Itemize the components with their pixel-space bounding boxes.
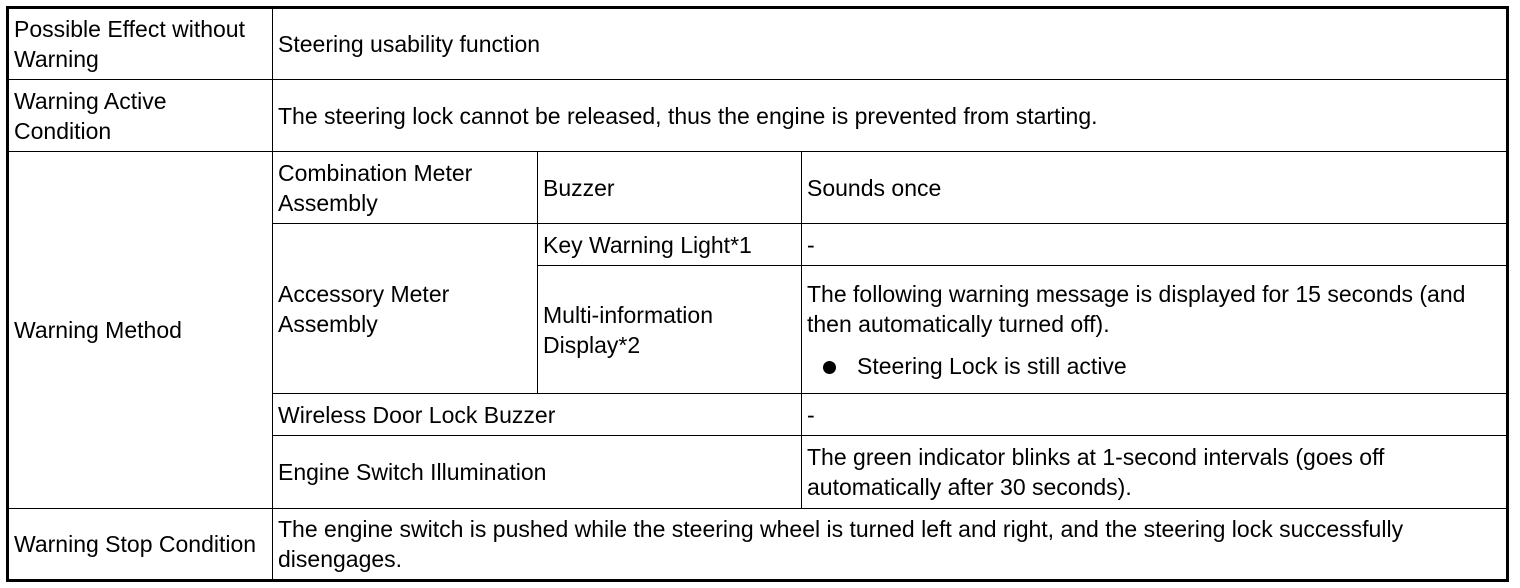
- value-wireless-door-lock-buzzer: -: [802, 394, 1508, 436]
- device-engine-switch-illumination: Engine Switch Illumination: [273, 436, 802, 509]
- device-accessory-meter: Accessory Meter Assembly: [273, 224, 538, 394]
- row-combination-meter: [8, 152, 1508, 224]
- value-warning-stop: The engine switch is pushed while the steering wheel is turned left and right, and the steering lock successfully disengages.: [273, 509, 1508, 581]
- item-key-warning-light: Key Warning Light*1: [538, 224, 802, 266]
- list-item: [807, 351, 1501, 381]
- row-possible-effect: [8, 8, 1508, 80]
- item-buzzer: Buzzer: [538, 152, 802, 224]
- value-warning-active: The steering lock cannot be released, thus the engine is prevented from starting.: [273, 80, 1508, 152]
- value-multi-information-display: [802, 266, 1508, 394]
- label-warning-method: Warning Method: [8, 152, 273, 509]
- bullet-icon: [823, 361, 836, 374]
- device-combination-meter: Combination Meter Assembly: [273, 152, 538, 224]
- label-possible-effect: Possible Effect without Warning: [8, 8, 273, 80]
- row-warning-stop: [8, 509, 1508, 581]
- mid-message-list: [807, 351, 1501, 381]
- label-warning-stop: Warning Stop Condition: [8, 509, 273, 581]
- item-multi-information-display: Multi-information Display*2: [538, 266, 802, 394]
- value-buzzer: Sounds once: [802, 152, 1508, 224]
- mid-message-text: The following warning message is displayed for 15 seconds (and then automatically turned off).: [807, 280, 1466, 337]
- value-possible-effect: Steering usability function: [273, 8, 1508, 80]
- row-warning-active: [8, 80, 1508, 152]
- device-wireless-door-lock-buzzer: Wireless Door Lock Buzzer: [273, 394, 802, 436]
- mid-message-bullet: Steering Lock is still active: [857, 352, 1127, 379]
- value-key-warning-light: -: [802, 224, 1508, 266]
- value-engine-switch-illumination: The green indicator blinks at 1-second intervals (goes off automatically after 30 seconds).: [802, 436, 1508, 509]
- warning-spec-table: [6, 6, 1509, 582]
- label-warning-active: Warning Active Condition: [8, 80, 273, 152]
